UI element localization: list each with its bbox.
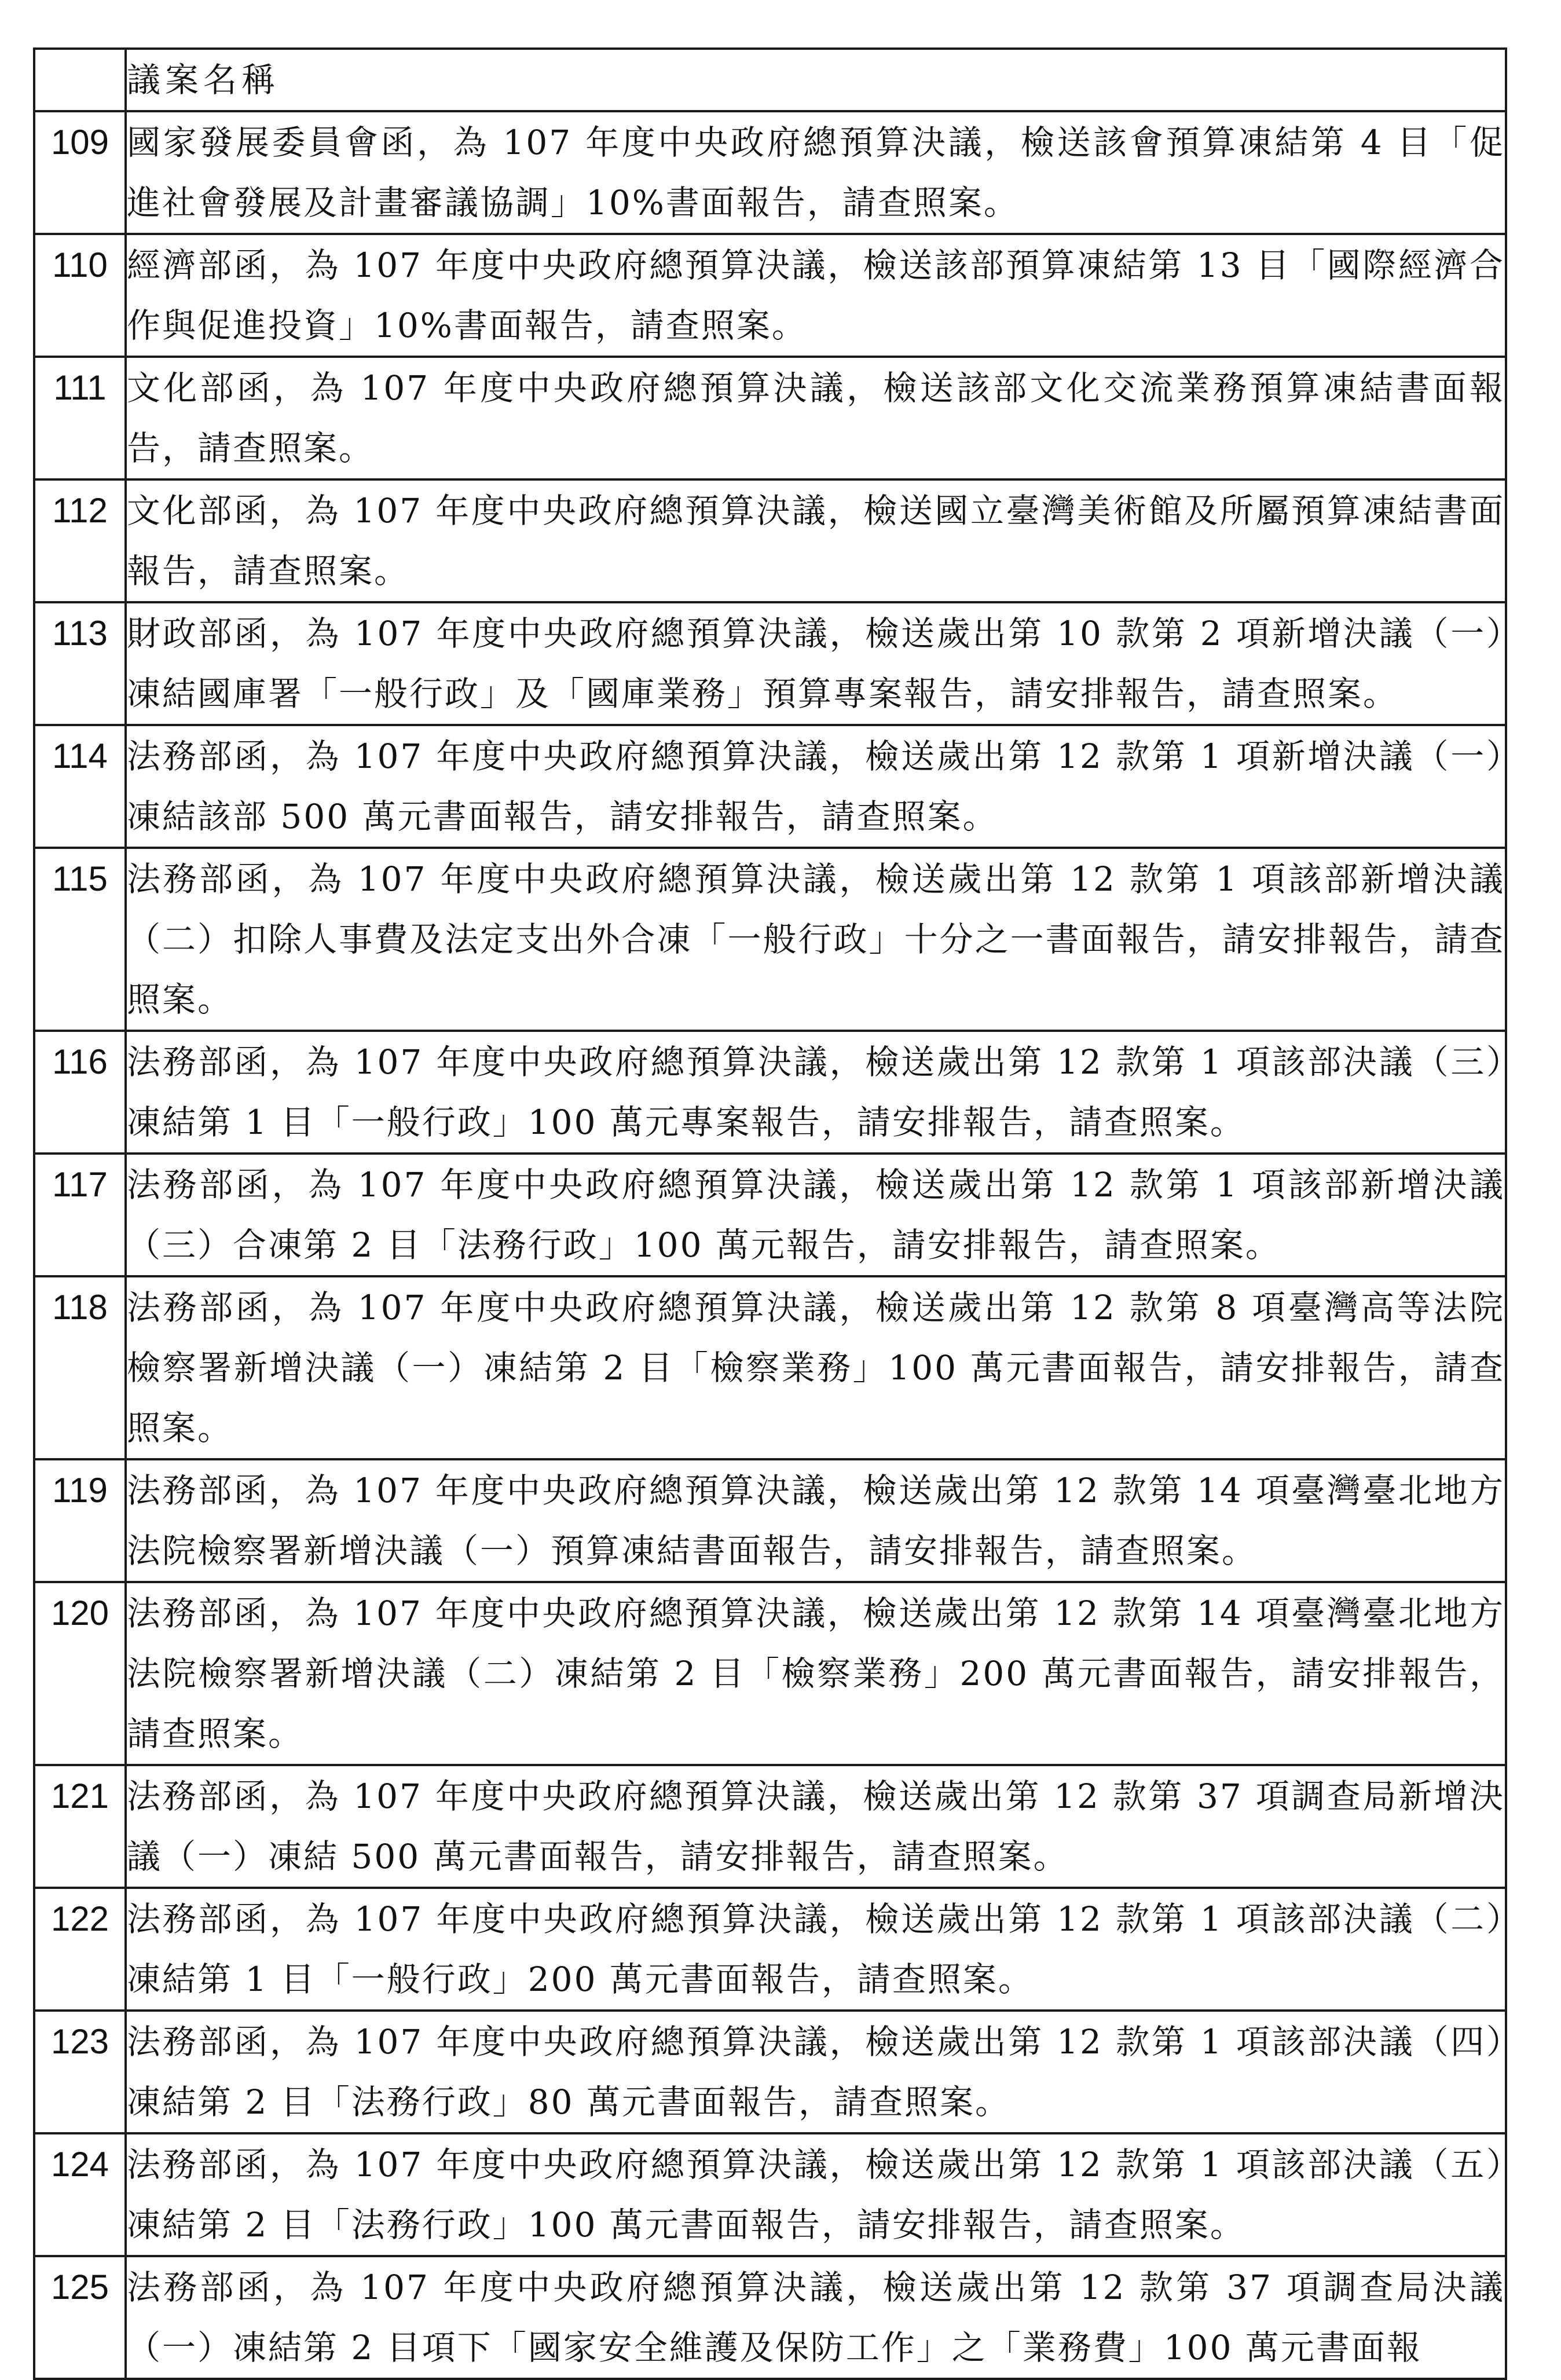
item-number: 113 [34, 602, 126, 725]
item-number: 111 [34, 357, 126, 479]
item-title: 法務部函，為 107 年度中央政府總預算決議，檢送歲出第 12 款第 1 項該部決議（三）凍結第 1 目「一般行政」100 萬元專案報告，請安排報告，請查照案。 [126, 1031, 1506, 1154]
item-title: 國家發展委員會函，為 107 年度中央政府總預算決議，檢送該會預算凍結第 4 目「促進社會發展及計畫審議協調」10%書面報告，請查照案。 [126, 111, 1506, 234]
item-title: 法務部函，為 107 年度中央政府總預算決議，檢送歲出第 12 款第 14 項臺灣臺北地方法院檢察署新增決議（二）凍結第 2 目「檢察業務」200 萬元書面報告，請安排報告，請查照案。 [126, 1582, 1506, 1765]
item-title: 法務部函，為 107 年度中央政府總預算決議，檢送歲出第 12 款第 1 項該部新增決議（二）扣除人事費及法定支出外合凍「一般行政」十分之一書面報告，請安排報告，請查照案。 [126, 848, 1506, 1031]
item-title: 法務部函，為 107 年度中央政府總預算決議，檢送歲出第 12 款第 37 項調查局新增決議（一）凍結 500 萬元書面報告，請安排報告，請查照案。 [126, 1765, 1506, 1888]
item-title: 法務部函，為 107 年度中央政府總預算決議，檢送歲出第 12 款第 1 項該部決議（五）凍結第 2 目「法務行政」100 萬元書面報告，請安排報告，請查照案。 [126, 2133, 1506, 2256]
table-row [34, 1582, 1506, 1765]
table-row [34, 479, 1506, 602]
item-number: 119 [34, 1459, 126, 1582]
item-title: 法務部函，為 107 年度中央政府總預算決議，檢送歲出第 12 款第 1 項該部新增決議（三）合凍第 2 目「法務行政」100 萬元報告，請安排報告，請查照案。 [126, 1154, 1506, 1276]
item-title: 文化部函，為 107 年度中央政府總預算決議，檢送該部文化交流業務預算凍結書面報告，請查照案。 [126, 357, 1506, 479]
table-row [34, 1154, 1506, 1276]
item-number: 112 [34, 479, 126, 602]
table-row [34, 357, 1506, 479]
table-row [34, 1031, 1506, 1154]
table-row [34, 111, 1506, 234]
table-row [34, 725, 1506, 848]
item-number: 122 [34, 1888, 126, 2011]
item-title: 財政部函，為 107 年度中央政府總預算決議，檢送歲出第 10 款第 2 項新增決議（一）凍結國庫署「一般行政」及「國庫業務」預算專案報告，請安排報告，請查照案。 [126, 602, 1506, 725]
item-number: 120 [34, 1582, 126, 1765]
item-title: 法務部函，為 107 年度中央政府總預算決議，檢送歲出第 12 款第 37 項調查局決議（一）凍結第 2 目項下「國家安全維護及保防工作」之「業務費」100 萬元書面報 [126, 2256, 1506, 2379]
item-title: 法務部函，為 107 年度中央政府總預算決議，檢送歲出第 12 款第 1 項該部決議（二）凍結第 1 目「一般行政」200 萬元書面報告，請查照案。 [126, 1888, 1506, 2011]
table-row [34, 848, 1506, 1031]
item-number: 110 [34, 234, 126, 357]
item-number: 121 [34, 1765, 126, 1888]
item-number: 115 [34, 848, 126, 1031]
item-number: 109 [34, 111, 126, 234]
item-number: 123 [34, 2011, 126, 2133]
item-title: 文化部函，為 107 年度中央政府總預算決議，檢送國立臺灣美術館及所屬預算凍結書面報告，請查照案。 [126, 479, 1506, 602]
item-number: 118 [34, 1276, 126, 1459]
agenda-table [33, 47, 1507, 2380]
table-row [34, 2133, 1506, 2256]
table-row [34, 602, 1506, 725]
table-row [34, 2011, 1506, 2133]
item-number: 116 [34, 1031, 126, 1154]
table-row [34, 1459, 1506, 1582]
item-title: 法務部函，為 107 年度中央政府總預算決議，檢送歲出第 12 款第 1 項新增決議（一）凍結該部 500 萬元書面報告，請安排報告，請查照案。 [126, 725, 1506, 848]
table-row [34, 2256, 1506, 2379]
header-title-cell: 議案名稱 [126, 49, 1506, 111]
item-number: 124 [34, 2133, 126, 2256]
table-row [34, 1888, 1506, 2011]
header-number-cell [34, 49, 126, 111]
item-title: 經濟部函，為 107 年度中央政府總預算決議，檢送該部預算凍結第 13 目「國際經濟合作與促進投資」10%書面報告，請查照案。 [126, 234, 1506, 357]
item-number: 114 [34, 725, 126, 848]
item-number: 117 [34, 1154, 126, 1276]
table-header-row [34, 49, 1506, 111]
table-row [34, 1276, 1506, 1459]
table-row [34, 234, 1506, 357]
item-number: 125 [34, 2256, 126, 2379]
item-title: 法務部函，為 107 年度中央政府總預算決議，檢送歲出第 12 款第 8 項臺灣高等法院檢察署新增決議（一）凍結第 2 目「檢察業務」100 萬元書面報告，請安排報告，請查照案。 [126, 1276, 1506, 1459]
item-title: 法務部函，為 107 年度中央政府總預算決議，檢送歲出第 12 款第 1 項該部決議（四）凍結第 2 目「法務行政」80 萬元書面報告，請查照案。 [126, 2011, 1506, 2133]
item-title: 法務部函，為 107 年度中央政府總預算決議，檢送歲出第 12 款第 14 項臺灣臺北地方法院檢察署新增決議（一）預算凍結書面報告，請安排報告，請查照案。 [126, 1459, 1506, 1582]
table-row [34, 1765, 1506, 1888]
